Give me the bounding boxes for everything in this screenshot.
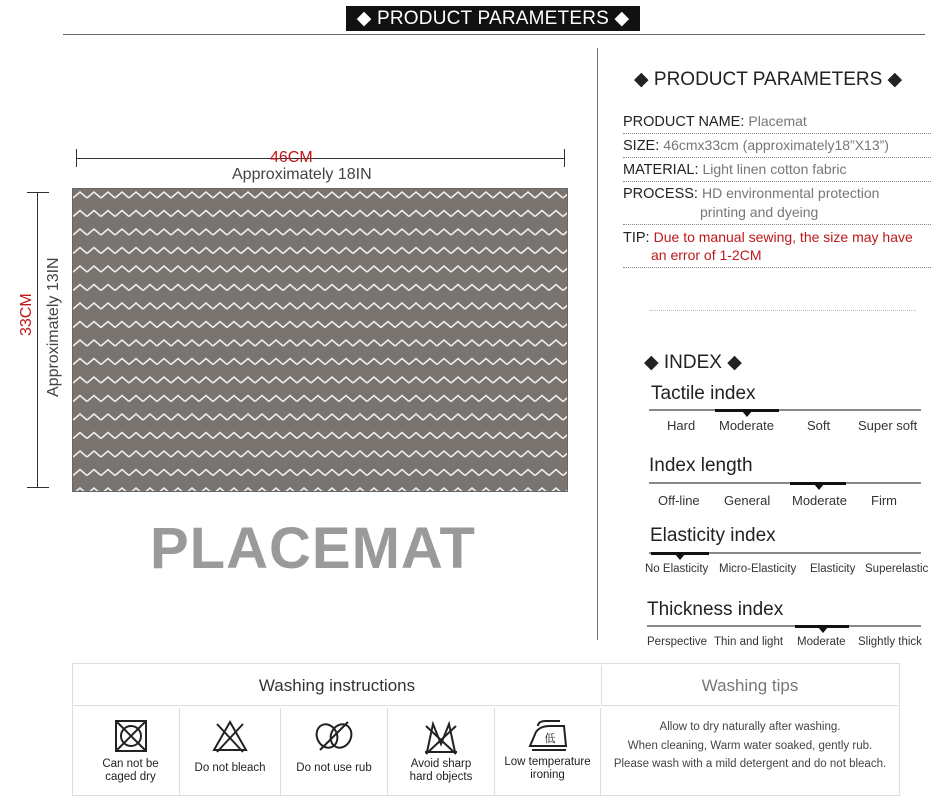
param-row-material (623, 161, 846, 178)
length-option: Firm (871, 493, 897, 508)
height-approx-label: Approximately 13IN (45, 257, 62, 397)
low-iron-icon (526, 718, 570, 754)
washing-tip: Allow to dry naturally after washing. (659, 721, 841, 733)
washing-tip: Please wash with a mild detergent and do not bleach. (613, 758, 887, 770)
length-index-pointer-icon (814, 484, 824, 490)
wash-item-no-bleach (180, 708, 281, 796)
param-row-process-cont (700, 204, 818, 221)
elasticity-option: Elasticity (810, 563, 856, 575)
height-label: 33CM (18, 293, 35, 336)
wash-label: caged dry (105, 771, 156, 783)
param-row-tip (623, 229, 913, 246)
top-divider (63, 34, 925, 35)
thickness-option: Slightly thick (858, 636, 922, 648)
tactile-index-scale (649, 409, 921, 411)
tip-value: Due to manual sewing, the size may have (653, 229, 913, 245)
param-row-tip-cont (651, 247, 761, 264)
width-label: 46CM (270, 149, 313, 166)
tactile-option: Super soft (858, 418, 918, 433)
dotted-divider (650, 310, 916, 311)
length-option: General (724, 493, 771, 508)
param-key: PROCESS: (623, 186, 698, 202)
wash-label: Low temperature (504, 756, 591, 768)
dotted-divider (623, 157, 931, 158)
no-bleach-icon (211, 718, 249, 754)
washing-tip: When cleaning, Warm water soaked, gently rub. (627, 739, 873, 752)
tactile-option: Moderate (719, 418, 774, 433)
thickness-index-title: Thickness index (647, 599, 784, 620)
low-iron-text: 低 (544, 732, 555, 745)
washing-instructions-title: Washing instructions (74, 665, 600, 706)
param-key: MATERIAL: (623, 162, 699, 178)
washing-tips-list (602, 718, 898, 774)
placemat-image (72, 188, 568, 492)
params-heading: ◆ PRODUCT PARAMETERS ◆ (634, 69, 903, 90)
tactile-index-title: Tactile index (651, 383, 756, 404)
tactile-option: Hard (667, 418, 696, 433)
param-value: HD environmental protection (701, 185, 880, 201)
elasticity-index-pointer-icon (675, 554, 685, 560)
wash-label: Avoid sharp (410, 758, 472, 770)
avoid-sharp-icon (421, 718, 461, 756)
thickness-option: Perspective (647, 636, 708, 648)
thickness-option: Moderate (797, 636, 846, 648)
washing-tips-title: Washing tips (601, 665, 898, 706)
thickness-index-pointer-icon (818, 627, 828, 633)
tip-key: TIP: (623, 230, 650, 246)
placemat-title: PLACEMAT (150, 516, 476, 581)
no-rub-icon (312, 718, 356, 754)
no-tumble-dry-icon (113, 718, 149, 754)
param-row-name (623, 113, 807, 130)
param-key: PRODUCT NAME: (623, 114, 745, 130)
elasticity-option: Superelastic (865, 563, 929, 575)
elasticity-index-title: Elasticity index (650, 525, 776, 546)
dotted-divider (623, 267, 931, 268)
wash-label: Do not bleach (194, 762, 266, 774)
width-dimension-line (76, 158, 565, 159)
width-dimension-tick-left (76, 149, 77, 167)
wash-item-low-iron (495, 708, 601, 796)
thickness-index-scale (647, 625, 921, 627)
dotted-divider (623, 181, 931, 182)
index-heading: ◆ INDEX ◆ (644, 352, 742, 373)
wash-label: Do not use rub (296, 762, 372, 774)
tactile-option: Soft (807, 418, 831, 433)
param-row-size (623, 137, 889, 154)
length-option: Moderate (792, 493, 847, 508)
wash-item-no-tumble-dry (82, 708, 180, 796)
height-dimension-line (37, 192, 38, 488)
param-value: Placemat (748, 113, 807, 129)
length-index-scale (649, 482, 921, 484)
wash-item-no-rub (281, 708, 388, 796)
length-option: Off-line (658, 493, 700, 508)
width-approx-label: Approximately 18IN (232, 166, 372, 183)
wash-label: Can not be (102, 758, 159, 770)
wash-label: ironing (530, 769, 565, 781)
chevron-pattern (73, 189, 568, 492)
dotted-divider (623, 224, 931, 225)
param-row-process (623, 185, 879, 202)
param-value: Light linen cotton fabric (702, 161, 847, 177)
tactile-index-pointer-icon (742, 411, 752, 417)
param-key: SIZE: (623, 138, 660, 154)
vertical-divider (597, 48, 598, 640)
length-index-title: Index length (649, 455, 753, 476)
param-value: 46cmx33cm (approximately18”X13”) (663, 137, 889, 153)
width-dimension-tick-right (564, 149, 565, 167)
top-banner: ◆ PRODUCT PARAMETERS ◆ (346, 6, 640, 31)
thickness-option: Thin and light (714, 636, 784, 648)
param-value: printing and dyeing (700, 204, 819, 220)
wash-item-avoid-sharp (388, 708, 495, 796)
height-dimension-tick-bottom (27, 487, 49, 488)
height-dimension-tick-top (27, 192, 49, 193)
tip-value: an error of 1-2CM (651, 247, 762, 263)
elasticity-option: Micro-Elasticity (719, 563, 797, 575)
wash-label: hard objects (409, 771, 473, 783)
dotted-divider (623, 133, 931, 134)
elasticity-option: No Elasticity (645, 563, 709, 575)
